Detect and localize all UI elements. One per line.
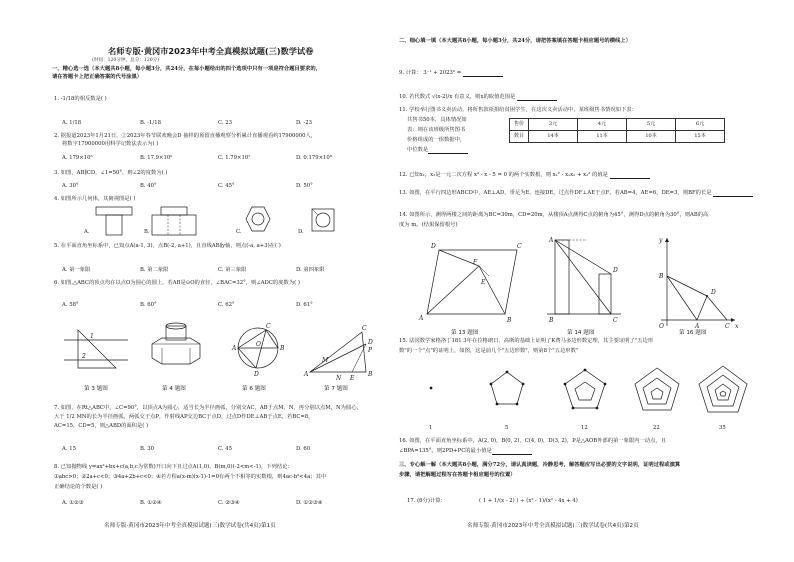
q4-stem: 4. 如图所示几何体，其俯视图是( ) — [54, 196, 136, 202]
section-3-heading: 三、专心解一解（本大题共8小题，满分72分，请认真读题，冷静思考，解答题应写出必要的文字说明，证明过程或演算 — [399, 462, 681, 468]
right-footer: 名师专版·黄冈市2023年中考全真模拟试题(三)数学试卷(共4页)第2页 — [467, 523, 639, 529]
q14-stem-1: 14. 如图所示，测得两楼之间的距离为BC=30m，CD=20m，从楼顶A点测得C点的俯角为45°，测得D点的俯角为30°，则AB的高 — [399, 212, 709, 218]
fig-13-caption: 第 13 题图 — [451, 330, 479, 336]
section-1-heading-2: 请在答题卡上把正确答案的代号涂黑） — [52, 74, 143, 80]
q4-option-d: D. — [298, 229, 304, 235]
svg-text:A: A — [419, 315, 424, 322]
svg-text:y: y — [659, 237, 663, 244]
q4-option-c: C. — [236, 229, 242, 235]
svg-text:A: A — [304, 371, 309, 378]
q8-option-b: B. ①②④ — [140, 500, 162, 506]
pentagon-numbers — [417, 366, 747, 425]
q12-stem — [399, 172, 650, 179]
q13-blank — [713, 191, 753, 197]
svg-text:O: O — [256, 341, 261, 348]
q5-option-c: C. 第三象限 — [218, 267, 247, 273]
q11-th-3: 5元 — [627, 119, 676, 131]
q11-stem-2: 共售书50本，具体情况如 — [407, 117, 467, 123]
q4-option-a: A. — [84, 229, 90, 235]
q16-text: ∠BPA=135°，则2PD+PC的最小值是 — [399, 448, 492, 454]
svg-text:A: A — [232, 345, 237, 352]
figures-row-svg — [56, 322, 376, 392]
fig-4-caption: 第 4 题图 — [162, 386, 186, 392]
q10-blank — [517, 95, 557, 101]
q2-option-b: B. 17.9×10⁶ — [140, 155, 173, 161]
fig-7-caption: 第 7 题图 — [324, 386, 348, 392]
svg-text:C: C — [266, 323, 271, 330]
q4-option-b: B. — [144, 229, 150, 235]
q8-option-a: A. ①②③ — [62, 500, 84, 506]
q4-option-d-figure — [312, 209, 334, 231]
q6-stem: 6. 如图,△ABC的顶点均在以点O为圆心的圆上，若AB是⊙O的直径，∠BAC=32°，则∠ADC的度数为( ) — [54, 280, 300, 286]
q8-stem-3: 正确结论的个数是( ) — [54, 484, 103, 490]
svg-text:D: D — [254, 371, 259, 378]
pentagon-label-5: 5 — [505, 425, 509, 431]
svg-text:A: A — [549, 237, 554, 244]
svg-text:B: B — [280, 345, 285, 352]
fig-16 — [658, 237, 739, 330]
q8-option-d: D. ①②③④ — [296, 500, 323, 506]
q6-option-c: C. 62° — [218, 302, 235, 308]
q11-stem-5 — [407, 147, 468, 154]
q1-option-d: D. -23 — [296, 120, 312, 126]
svg-text:D: D — [368, 339, 373, 346]
svg-text:C: C — [362, 325, 367, 332]
q11-stem-4: 价格组成的一组数据中， — [407, 137, 466, 143]
q11-table — [509, 118, 725, 143]
fig-6-caption: 第 6 题图 — [242, 386, 266, 392]
q3-option-c: C. 45° — [218, 183, 235, 189]
q9-blank — [463, 71, 503, 77]
svg-text:P: P — [368, 347, 373, 354]
svg-text:B: B — [549, 317, 554, 324]
section-1-heading: 一、精心选一选（本大题共8小题，每小题3分，共24分，在每小题给出的四个选项中只有一项是符合题目要求的， — [52, 66, 321, 72]
pentagon-35 — [699, 366, 747, 412]
q11-table-header-row — [510, 119, 725, 131]
q17-expression: ( 1 + 1/(x - 2) ) ÷ (x² - 1)/(x² - 4x + 4) — [479, 498, 578, 504]
svg-text:E: E — [481, 279, 486, 286]
left-footer: 名师专版·黄冈市2023年中考全真模拟试题(三)数学试卷(共4页)第1页 — [104, 523, 276, 529]
q7-option-b: B. 30 — [140, 446, 155, 452]
q7-option-c: C. 45 — [218, 446, 232, 452]
q11-th-2: 4元 — [578, 119, 627, 131]
figures-row — [56, 322, 376, 395]
fig-16-caption: 第 16 题图 — [679, 330, 707, 336]
q8-stem-1: 8. 已知抛物线 y=ax²+bx+c(a,b,c为常数)开口向下且过点A(1,0)，B(m,0)(-2<m<-1)，下列结论： — [54, 464, 293, 470]
page-title: 名师专版·黄冈市2023年中考全真模拟试题(三)数学试卷 — [108, 46, 314, 56]
q1-option-c: C. 23 — [218, 120, 232, 126]
right-page — [397, 0, 794, 562]
q11-td-1: 14本 — [529, 131, 578, 143]
svg-text:D: D — [431, 243, 436, 250]
svg-text:B: B — [368, 371, 373, 378]
svg-text:B: B — [659, 273, 664, 280]
q10-stem — [399, 94, 557, 101]
q2-option-d: D. 0.179×10⁸ — [296, 155, 332, 161]
q16-stem-1: 16. 如图，在平面直角坐标系中，A(2, 0)，B(0, 2)，C(4, 0)，D(3, 2)，P是△AOB外部的第一象限内一动点，且 — [399, 438, 666, 444]
q6-option-a: A. 58° — [62, 302, 79, 308]
q11-td-0: 数目 — [510, 131, 529, 143]
section-3-heading-2: 步骤，请把解题过程写在答题卡相应题号的位置） — [399, 472, 516, 478]
svg-text:C: C — [517, 243, 522, 250]
pentagon-label-12: 12 — [581, 425, 588, 431]
q2-option-a: A. 179×10⁵ — [62, 155, 93, 161]
q12-blank — [610, 173, 650, 179]
q13-stem — [399, 190, 753, 197]
q11-stem-3: 表：则在该班级所售图书 — [407, 127, 466, 133]
q8-stem-2: ①abc>0；②2a+c<0；③4a+2b+c<0；④若方程a(x-m)(x-1)-1=0有两个不相等的实数根，则4ac-b²<4a；其中 — [54, 474, 327, 480]
q15-stem-1: 15. 法国数学家格洛丁181 3年在拉格朗日、高斯的基础上证明了K费马多边形数定理，其主要证明了"五边形 — [399, 338, 654, 344]
fig-6 — [231, 323, 285, 378]
q7-option-a: A. 15 — [62, 446, 76, 452]
q8-option-c: C. ②③④ — [218, 500, 240, 506]
left-page — [0, 0, 392, 562]
q11-th-1: 3元 — [529, 119, 578, 131]
q9-stem — [399, 70, 503, 77]
pentagon-1 — [430, 387, 433, 390]
q11-th-4: 6元 — [676, 119, 725, 131]
q2-option-c: C. 1.79×10⁷ — [218, 155, 251, 161]
svg-text:E: E — [350, 375, 355, 382]
fig-13 — [418, 243, 522, 324]
svg-text:B: B — [507, 317, 512, 324]
section-2-heading: 二、细心填一填（本大题共8小题，每小题3分，共24分，请把答案填在答题卡相应题号的横线上） — [399, 38, 631, 44]
svg-text:C: C — [613, 317, 618, 324]
q1-option-a: A. 1/18 — [62, 120, 82, 126]
q2-stem-2: 将数字17900000用科学记数法表示为( ) — [62, 141, 159, 147]
q17-stem: 17. (6分)计算： — [407, 498, 446, 504]
right-figures-svg — [417, 236, 737, 336]
q11-table-row — [510, 131, 725, 143]
exam-meta: (时间：120分钟，总分：120分) — [92, 58, 160, 63]
q5-option-d: D. 第四象限 — [296, 267, 325, 273]
fig-3 — [64, 330, 128, 368]
svg-text:D: D — [711, 289, 716, 296]
svg-text:2: 2 — [82, 353, 86, 360]
q11-td-2: 11本 — [578, 131, 627, 143]
q2-stem-1: 2. 据报道2023年1月21日，②2023年春节联欢晚会D 抽样的预留直播观察分析累计直播观看约17900000人, — [54, 133, 313, 139]
q11-blank — [428, 148, 468, 154]
pentagon-22 — [635, 368, 679, 410]
q9-text: 9. 计算： 3⁻¹ + 2023⁰ = — [399, 70, 462, 76]
fig-14-caption: 第 14 题图 — [567, 330, 595, 336]
q3-option-a: A. 30° — [62, 183, 79, 189]
q4-figures — [56, 203, 356, 242]
q11-stem-1: 11. 学校举行图书义卖活动，将所售款项捐给贫困学生，在这次义卖活动中，某班级售书情况如下表： — [399, 107, 637, 113]
q12-text: 12. 已知x₁，x₂是一元二次方程 x² - x - 5 = 0 的两个实数根，则 x₁² - x₁x₂ + x₂² 的值是 — [399, 172, 608, 178]
fig-3-caption: 第 3 题图 — [84, 386, 108, 392]
q4-option-b-figure — [152, 207, 196, 235]
q11-td-4: 15本 — [676, 131, 725, 143]
svg-text:O: O — [659, 323, 664, 330]
pentagon-label-1: 1 — [429, 425, 433, 431]
pentagon-label-22: 22 — [653, 425, 660, 431]
q4-option-a-figure — [96, 207, 132, 235]
q7-stem-3: AC=15，CD=5，则△ABD的面积是( ) — [54, 423, 149, 429]
q10-text: 10. 若代数式 √(x-2)/x 有意义，则x的取值范围是 — [399, 94, 516, 100]
q16-stem-2 — [399, 448, 532, 455]
pentagon-label-35: 35 — [719, 425, 726, 431]
svg-text:1: 1 — [90, 333, 94, 340]
q4-option-c-figure — [246, 207, 270, 231]
q3-option-b: B. 40° — [140, 183, 157, 189]
svg-text:M: M — [322, 357, 329, 364]
q13-text: 13. 如图，在平行四边形ABCD中，AE⊥AD，垂足为E，连接DE，过点作DF⊥AE于点F，若AB=4，AE=6，DE=3，则BF的长是 — [399, 190, 712, 196]
q4-options-figure — [56, 203, 356, 239]
q14-stem-2: 度为 m。(结果保留根号) — [399, 222, 458, 228]
q1-stem: 1. -1/18的相反数是( ) — [54, 96, 107, 102]
q7-stem-2: 大于 1/2 MN的长为半径画弧，两弧交于点P，作射线AP交边BC于点D，过点D作DE⊥AB于点E，若BC=8， — [54, 414, 314, 420]
svg-text:F: F — [473, 259, 478, 266]
q11-td-3: 10本 — [627, 131, 676, 143]
q3-stem: 3. 如图，AB∥CD，∠1=50°，则∠2的度数为( ) — [54, 170, 168, 176]
svg-text:A: A — [695, 323, 700, 330]
q5-option-b: B. 第二象限 — [140, 267, 169, 273]
fig-14 — [547, 237, 621, 324]
q11-text: 中位数是 — [407, 147, 429, 153]
fig-4 — [152, 323, 200, 364]
pentagon-numbers-svg — [417, 366, 747, 422]
q11-th-0: 售价 — [510, 119, 529, 131]
svg-text:N: N — [336, 375, 342, 382]
fig-7 — [303, 325, 373, 382]
svg-text:C: C — [725, 323, 730, 330]
right-figures — [417, 236, 737, 339]
q5-option-a: A. 第一象限 — [62, 267, 91, 273]
q1-option-b: B. -1/18 — [140, 120, 161, 126]
q7-option-d: D. 60 — [296, 446, 311, 452]
svg-text:x: x — [735, 323, 739, 330]
pentagon-12 — [564, 369, 607, 410]
q16-blank — [492, 449, 532, 455]
q6-option-b: B. 60° — [140, 302, 157, 308]
q6-option-d: D. 61° — [296, 302, 313, 308]
q5-stem: 5. 在平面直角坐标系中，已知点A(a-1, 3)，点B(-2, a+1)，且直线AB∥y轴，则点(-a, a+3)在( ) — [54, 243, 281, 249]
q3-option-d: D. 50° — [296, 183, 313, 189]
q15-stem-2: 数"的一个"点"的证明上，如图，这是前几个"五边形数"，则第8个"五边形数" — [399, 348, 579, 354]
q7-stem-1: 7. 如图，在Rt△ABC中，∠C=90°，以顶点A为圆心，适当长为半径画弧，分别交AC，AB于点M，N，再分别以点M，N为圆心， — [54, 405, 362, 411]
pentagon-5 — [490, 371, 525, 406]
svg-text:D: D — [613, 267, 618, 274]
